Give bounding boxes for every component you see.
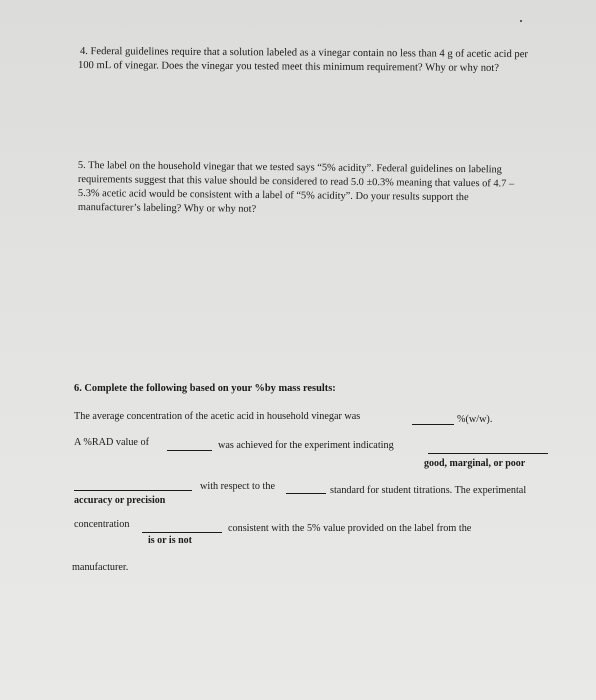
q6-heading: 6. Complete the following based on your %by mass results: bbox=[74, 383, 336, 394]
q6-respect-mid: with respect to the bbox=[200, 481, 275, 492]
q4-line-2: 100 mL of vinegar. Does the vinegar you tested meet this minimum requirement? Why or why not? bbox=[77, 60, 500, 74]
q5-line-4: manufacturer’s labeling? Why or why not? bbox=[77, 202, 257, 215]
q4-line-1: 4. Federal guidelines require that a solution labeled as a vinegar contain no less than 4 g of acetic acid per bbox=[79, 46, 529, 61]
rating-blank[interactable] bbox=[428, 453, 548, 454]
q5-line-2: requirements suggest that this value should be considered to read 5.0 ±0.3% meaning that values of 4.7 – bbox=[77, 174, 515, 190]
speck bbox=[520, 20, 522, 22]
avg-concentration-blank[interactable] bbox=[412, 424, 454, 425]
q6-rad-mid: was achieved for the experiment indicating bbox=[218, 440, 394, 451]
standard-blank[interactable] bbox=[286, 493, 326, 494]
q5-line-3: 5.3% acetic acid would be consistent with a label of “5% acidity”. Do your results support the bbox=[77, 188, 469, 204]
q6-rad-hint: good, marginal, or poor bbox=[424, 458, 526, 469]
q6-rad-prefix: A %RAD value of bbox=[74, 437, 149, 448]
q6-conc-mid: consistent with the 5% value provided on the label from the bbox=[228, 523, 472, 534]
q5-line-1: 5. The label on the household vinegar that we tested says “5% acidity”. Federal guidelines on labeling bbox=[77, 160, 502, 176]
q6-avg-prefix: The average concentration of the acetic acid in household vinegar was bbox=[74, 411, 361, 422]
q6-accuracy-hint: accuracy or precision bbox=[74, 495, 166, 506]
rad-value-blank[interactable] bbox=[167, 450, 212, 451]
q6-avg-unit: %(w/w). bbox=[457, 414, 493, 425]
q6-conc-prefix: concentration bbox=[74, 519, 130, 530]
q6-manufacturer: manufacturer. bbox=[72, 562, 129, 573]
accuracy-precision-blank[interactable] bbox=[74, 490, 192, 491]
q6-isornot-hint: is or is not bbox=[148, 535, 192, 546]
is-or-is-not-blank[interactable] bbox=[142, 532, 222, 533]
q6-respect-end: standard for student titrations. The experimental bbox=[330, 485, 527, 496]
